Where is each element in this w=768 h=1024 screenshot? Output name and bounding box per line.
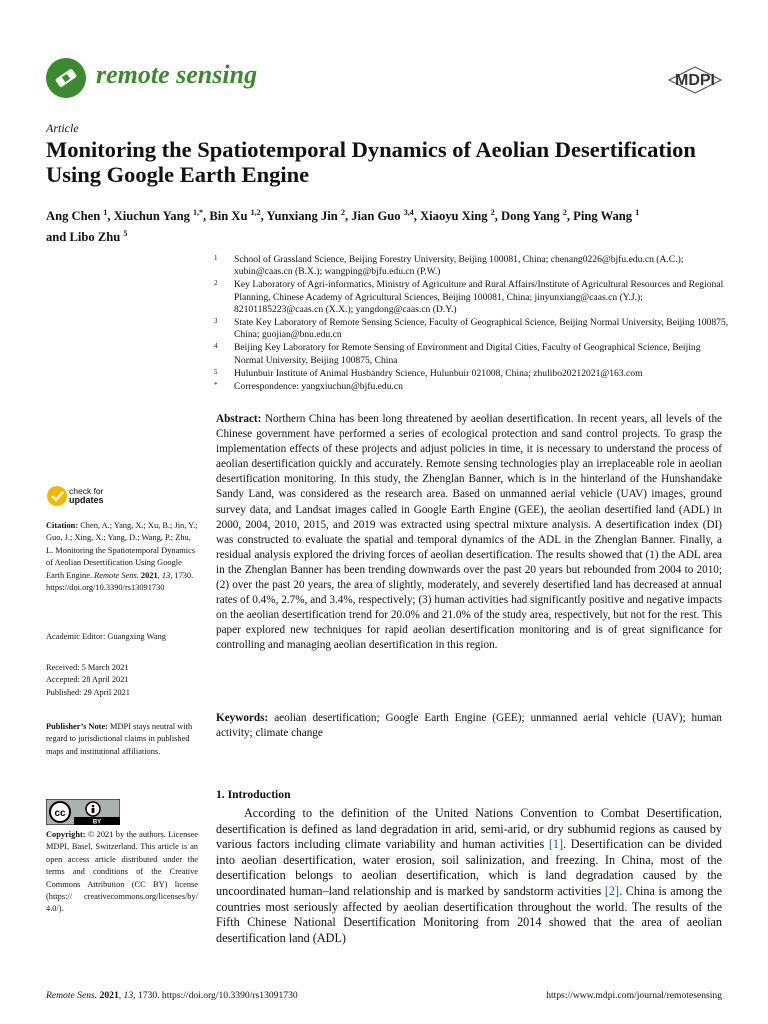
affiliation: 2 Key Laboratory of Agri-informatics, Ministry of Agriculture and Rural Affairs/Institute of Agricultural Resources and Regional Planning, Chinese Academy of Agricultural Sciences, Beijing 100081, China; jinyunxiang@caas.cn (Y.J.); 82101185223@caas.cn (X.X.); yangdong@caas.cn (D.Y.) xyxy=(214,279,724,315)
reference-link[interactable]: [2] xyxy=(604,883,620,898)
author: Ang Chen xyxy=(46,209,101,224)
citation: Citation: Chen, A.; Yang, X.; Xu, B.; Jin, Y.; Guo, J.; Xing, X.; Yang, D.; Wang, P.; Zhu, L. Monitoring the Spatiotemporal Dynamics of Aeolian Desertification Using Google Earth Engine. Remote Sens. 2021, 13, 1730. https://doi.org/10.3390/rs13091730 xyxy=(46,521,198,593)
reference-link[interactable]: [1] xyxy=(548,837,564,852)
affiliation: 3 State Key Laboratory of Remote Sensing Science, Faculty of Geographical Science, Beijing Normal University, Beijing 100875, China; guojian@bnu.edu.cn xyxy=(214,317,729,341)
svg-text:BY: BY xyxy=(92,819,102,825)
article-type: Article xyxy=(46,121,79,135)
dates xyxy=(46,662,198,699)
section-heading: 1. Introduction xyxy=(216,788,291,801)
svg-text:cc: cc xyxy=(54,808,66,819)
affiliation: 4 Beijing Key Laboratory for Remote Sensing of Environment and Digital Cities, Faculty of Geographical Science, Beijing Normal University, Beijing 100875, China xyxy=(214,342,701,366)
author: Libo Zhu xyxy=(69,230,121,245)
affiliation: 5 Hulunbuir Institute of Animal Husbandry Science, Hulunbuir 021008, China; zhulibo20212021@163.com xyxy=(214,367,643,379)
author-list: Ang Chen $^1$, Xiuchun Yang $^{1,*}$, Bin Xu $^{1,2}$, Yunxiang Jin $^2$, Jian Guo $^{3,4}$, Xiaoyu Xing $^2$, Dong Yang $^2$, Ping Wang $^1$ and Libo Zhu $^5$ xyxy=(46,208,640,245)
journal-name: remote sensing xyxy=(96,60,258,89)
citation-doi-link[interactable]: https://doi.org/10.3390/rs13091730 xyxy=(46,583,165,593)
abstract-label: Abstract: xyxy=(216,413,262,425)
author: Yunxiang Jin xyxy=(266,209,338,224)
journal-logo-icon xyxy=(44,56,88,100)
publisher-note: Publisher’s Note: MDPI stays neutral with regard to jurisdictional claims in published maps and institutional affiliations. xyxy=(46,722,193,756)
publisher-name: MDPI xyxy=(675,72,715,89)
author: Ping Wang xyxy=(573,209,633,224)
keywords-label: Keywords: xyxy=(216,712,269,724)
academic-editor: Academic Editor: Guangxing Wang xyxy=(46,632,166,641)
correspondence: * Correspondence: yangxiuchun@bjfu.edu.cn xyxy=(214,381,403,393)
footer-citation: Remote Sens. 2021, 13, 1730. https://doi.org/10.3390/rs13091730 xyxy=(46,990,298,1001)
keywords xyxy=(216,711,722,741)
accepted-date: Accepted: 28 April 2021 xyxy=(46,675,129,685)
author: Xiaoyu Xing xyxy=(420,209,488,224)
published-date: Published: 29 April 2021 xyxy=(46,687,130,697)
author: Xiuchun Yang xyxy=(113,209,190,224)
introduction-text: According to the definition of the United Nations Convention to Combat Desertification, desertification is defined as land degradation in arid, semi-arid, or dry subhumid regions as caused by various factors including climate variability and human activities [1]. Desertification can be divided into aeolian desertification, water erosion, soil salinization, and freezing. In China, most of the desertification belongs to aeolian desertification, which is land degradation caused by the uncoordinated human–land relationship and is marked by sandstorm activities [2]. China is among the countries most seriously affected by aeolian desertification throughout the world. The results of the Fifth Chinese National Desertification Monitoring from 2014 showed that the area of aeolian desertification land (ADL) xyxy=(216,806,722,945)
received-date: Received: 5 March 2021 xyxy=(46,663,129,672)
mdpi-logo-icon xyxy=(668,66,722,94)
copyright: Copyright: © 2021 by the authors. Licensee MDPI, Basel, Switzerland. This article is an open access article distributed under the terms and conditions of the Creative Commons Attribution (CC BY) license (https:// creativecommons.org/licenses/by/ 4.0/). xyxy=(46,830,198,914)
abstract xyxy=(216,412,722,654)
footer-journal-url[interactable]: https://www.mdpi.com/journal/remotesensing xyxy=(546,990,722,1001)
check-for-updates-icon[interactable] xyxy=(46,484,68,508)
keywords-text: aeolian desertification; Google Earth Engine (GEE); unmanned aerial vehicle (UAV); human activity; climate change xyxy=(216,712,723,740)
cc-by-license-icon[interactable] xyxy=(46,799,120,825)
affiliations xyxy=(212,254,732,394)
abstract-text: Northern China has been long threatened by aeolian desertification. In recent years, all levels of the Chinese government have performed a series of ecological protection and sand control projects. To grasp the implementation effects of these projects and adjust policies in time, it is necessary to understand the process of aeolian desertification quickly and accurately. Remote sensing technologies play an irreplaceable role in aeolian desertification monitoring. In this study, the Zhenglan Banner, which is in the hinterland of the Hunshandake Sandy Land, was considered as the research area. Based on unmanned aerial vehicle (UAV) images, ground survey data, and Landsat images called in Google Earth Engine (GEE), the aeolian desertified land (ADL) in 2000, 2004, 2010, 2015, and 2019 was extracted using spectral mixture analysis. A desertification index (DI) was constructed to evaluate the spatial and temporal dynamics of the ADL in the Zhenglan Banner. Finally, a residual analysis explored the driving forces of aeolian desertification. The results showed that (1) the ADL area in the Zhenglan Banner has been trending downwards over the past 20 years but rebounded from 2004 to 2010; (2) over the past 20 years, the area of slightly, moderately, and severely desertified land has decreased at annual rates of 0.4%, 2.7%, and 3.4%, respectively; (3) human activities had significantly positive and negative impacts on the aeolian desertification trend for 20.0% and 21.0% of the study area, respectively, but not for the rest. This paper explored new techniques for rapid aeolian desertification monitoring and is of great significance for controlling and managing aeolian desertification in this region. xyxy=(216,413,722,652)
author: Jian Guo xyxy=(351,209,401,224)
article-title: Monitoring the Spatiotemporal Dynamics of Aeolian Desertification Using Google Earth Engine xyxy=(46,137,696,187)
author: Dong Yang xyxy=(501,209,560,224)
author: Bin Xu xyxy=(209,209,248,224)
affiliation: 1 School of Grassland Science, Beijing Forestry University, Beijing 100081, China; chenang0226@bjfu.edu.cn (A.C.); xubin@caas.cn (B.X.); wangping@bjfu.edu.cn (P.W.) xyxy=(214,254,684,278)
check-for-updates[interactable]: check for updates xyxy=(69,486,104,505)
